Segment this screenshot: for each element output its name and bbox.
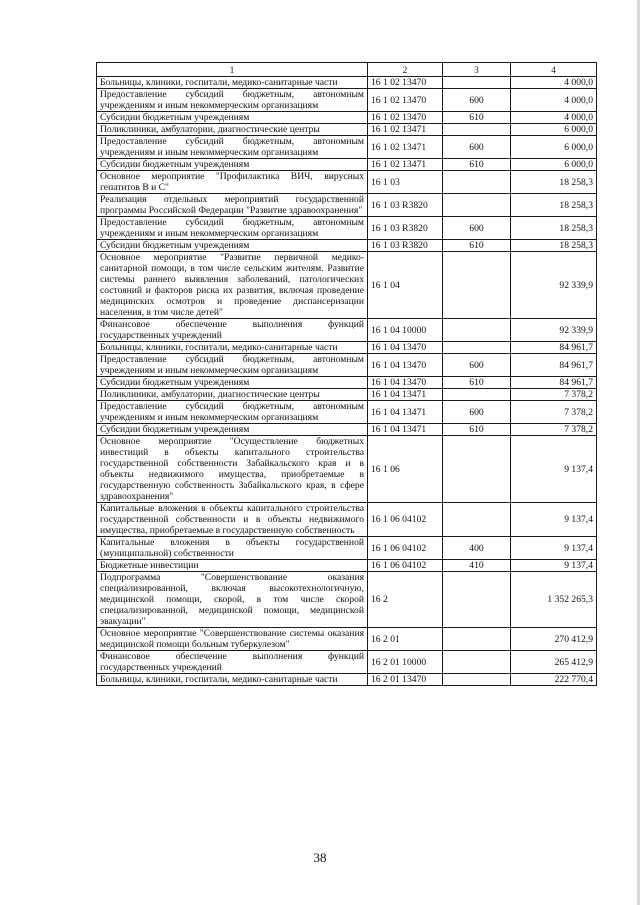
row-expense-type-cell <box>443 572 511 628</box>
row-amount-cell: 92 339,9 <box>511 252 597 319</box>
row-amount-cell: 4 000,0 <box>511 77 597 89</box>
table-row <box>97 537 597 560</box>
table-row <box>97 89 597 112</box>
row-name-cell: Основное мероприятие "Совершенствование системы оказания медицинской помощи больным туберкулезом" <box>97 628 368 651</box>
row-name-cell: Субсидии бюджетным учреждениям <box>97 377 368 389</box>
row-expense-type-cell: 610 <box>443 424 511 436</box>
row-amount-cell: 7 378,2 <box>511 401 597 424</box>
row-amount-cell: 7 378,2 <box>511 424 597 436</box>
budget-table-body <box>97 63 597 686</box>
row-amount-cell: 18 258,3 <box>511 194 597 217</box>
table-row <box>97 572 597 628</box>
row-name-cell: Поликлиники, амбулатории, диагностические центры <box>97 389 368 401</box>
row-expense-type-cell <box>443 194 511 217</box>
row-code-cell: 16 1 04 <box>368 252 443 319</box>
table-row <box>97 389 597 401</box>
row-expense-type-cell: 610 <box>443 112 511 124</box>
table-row <box>97 124 597 136</box>
row-name-cell: Бюджетные инвестиции <box>97 560 368 572</box>
row-name-cell: Основное мероприятие "Развитие первичной медико-санитарной помощи, в том числе сельским жителям. Развитие системы раннего выявления заболеваний, патологических состояний и факторов риска их развития, включая проведение медицинских осмотров и проведение диспансеризации населения, в том числе детей" <box>97 252 368 319</box>
row-code-cell: 16 1 04 13471 <box>368 401 443 424</box>
row-amount-cell: 18 258,3 <box>511 171 597 194</box>
row-code-cell: 16 1 04 10000 <box>368 319 443 342</box>
row-expense-type-cell: 610 <box>443 159 511 171</box>
row-amount-cell: 6 000,0 <box>511 124 597 136</box>
row-amount-cell: 9 137,4 <box>511 503 597 537</box>
row-amount-cell: 84 961,7 <box>511 342 597 354</box>
row-code-cell: 16 1 02 13470 <box>368 89 443 112</box>
row-amount-cell: 4 000,0 <box>511 112 597 124</box>
table-row <box>97 436 597 503</box>
table-row <box>97 354 597 377</box>
row-code-cell: 16 1 04 13470 <box>368 342 443 354</box>
row-expense-type-cell <box>443 436 511 503</box>
row-code-cell: 16 1 02 13470 <box>368 77 443 89</box>
row-name-cell: Субсидии бюджетным учреждениям <box>97 240 368 252</box>
row-name-cell: Финансовое обеспечение выполнения функций государственных учреждений <box>97 651 368 674</box>
row-expense-type-cell <box>443 503 511 537</box>
row-amount-cell: 222 770,4 <box>511 674 597 686</box>
row-code-cell: 16 1 04 13471 <box>368 389 443 401</box>
table-row <box>97 651 597 674</box>
row-name-cell: Больницы, клиники, госпитали, медико-санитарные части <box>97 77 368 89</box>
table-row <box>97 424 597 436</box>
row-expense-type-cell <box>443 124 511 136</box>
row-name-cell: Субсидии бюджетным учреждениям <box>97 159 368 171</box>
row-expense-type-cell <box>443 252 511 319</box>
row-amount-cell: 9 137,4 <box>511 436 597 503</box>
row-code-cell: 16 1 04 13471 <box>368 424 443 436</box>
row-code-cell: 16 1 04 13470 <box>368 354 443 377</box>
row-name-cell: Предоставление субсидий бюджетным, автономным учреждениям и иным некоммерческим организациям <box>97 136 368 159</box>
row-code-cell: 16 1 02 13471 <box>368 159 443 171</box>
table-row <box>97 401 597 424</box>
row-code-cell: 16 1 04 13470 <box>368 377 443 389</box>
row-expense-type-cell <box>443 651 511 674</box>
row-code-cell: 16 1 02 13470 <box>368 112 443 124</box>
table-row <box>97 503 597 537</box>
column-header-2: 2 <box>368 63 443 77</box>
row-expense-type-cell <box>443 389 511 401</box>
row-name-cell: Подпрограмма "Совершенствование оказания специализированной, включая высокотехнологичную, медицинской помощи, скорой, в том числе скорой специализированной, медицинской помощи, медицинской эвакуации" <box>97 572 368 628</box>
row-name-cell: Предоставление субсидий бюджетным, автономным учреждениям и иным некоммерческим организациям <box>97 401 368 424</box>
row-code-cell: 16 1 06 04102 <box>368 503 443 537</box>
row-name-cell: Капитальные вложения в объекты капитального строительства государственной собственности и в объекты недвижимого имущества, приобретаемые в государственную собственность <box>97 503 368 537</box>
row-code-cell: 16 2 <box>368 572 443 628</box>
table-row <box>97 217 597 240</box>
row-amount-cell: 6 000,0 <box>511 159 597 171</box>
table-row <box>97 171 597 194</box>
budget-table <box>96 62 597 686</box>
table-row <box>97 377 597 389</box>
row-amount-cell: 84 961,7 <box>511 377 597 389</box>
row-name-cell: Больницы, клиники, госпитали, медико-санитарные части <box>97 342 368 354</box>
row-expense-type-cell <box>443 171 511 194</box>
row-name-cell: Субсидии бюджетным учреждениям <box>97 424 368 436</box>
table-row <box>97 136 597 159</box>
row-name-cell: Поликлиники, амбулатории, диагностические центры <box>97 124 368 136</box>
table-row <box>97 240 597 252</box>
row-name-cell: Предоставление субсидий бюджетным, автономным учреждениям и иным некоммерческим организациям <box>97 354 368 377</box>
row-amount-cell: 92 339,9 <box>511 319 597 342</box>
row-amount-cell: 270 412,9 <box>511 628 597 651</box>
row-amount-cell: 9 137,4 <box>511 537 597 560</box>
row-code-cell: 16 1 02 13471 <box>368 124 443 136</box>
table-row <box>97 674 597 686</box>
row-amount-cell: 9 137,4 <box>511 560 597 572</box>
row-expense-type-cell: 600 <box>443 217 511 240</box>
row-expense-type-cell <box>443 319 511 342</box>
row-expense-type-cell: 600 <box>443 89 511 112</box>
row-name-cell: Капитальные вложения в объекты государственной (муниципальной) собственности <box>97 537 368 560</box>
row-code-cell: 16 1 02 13471 <box>368 136 443 159</box>
row-code-cell: 16 1 06 <box>368 436 443 503</box>
row-name-cell: Больницы, клиники, госпитали, медико-санитарные части <box>97 674 368 686</box>
row-name-cell: Реализация отдельных мероприятий государственной программы Российской Федерации "Развитие здравоохранения" <box>97 194 368 217</box>
page-number: 38 <box>313 850 327 865</box>
row-amount-cell: 1 352 265,3 <box>511 572 597 628</box>
column-header-1: 1 <box>97 63 368 77</box>
table-row <box>97 628 597 651</box>
row-code-cell: 16 1 03 <box>368 171 443 194</box>
row-code-cell: 16 1 03 R3820 <box>368 217 443 240</box>
row-amount-cell: 18 258,3 <box>511 240 597 252</box>
row-expense-type-cell: 610 <box>443 240 511 252</box>
row-name-cell: Предоставление субсидий бюджетным, автономным учреждениям и иным некоммерческим организациям <box>97 217 368 240</box>
row-code-cell: 16 1 03 R3820 <box>368 194 443 217</box>
row-amount-cell: 4 000,0 <box>511 89 597 112</box>
row-code-cell: 16 1 06 04102 <box>368 537 443 560</box>
row-code-cell: 16 2 01 <box>368 628 443 651</box>
row-expense-type-cell: 400 <box>443 537 511 560</box>
row-amount-cell: 6 000,0 <box>511 136 597 159</box>
row-name-cell: Субсидии бюджетным учреждениям <box>97 112 368 124</box>
row-code-cell: 16 1 06 04102 <box>368 560 443 572</box>
table-row <box>97 194 597 217</box>
table-row <box>97 159 597 171</box>
row-code-cell: 16 2 01 10000 <box>368 651 443 674</box>
row-name-cell: Основное мероприятие "Осуществление бюджетных инвестиций в объекты капитального строительства государственной собственности Забайкальского края и в объекты недвижимого имущества, приобретаемые в государственную собственность Забайкальского края, в сфере здравоохранения" <box>97 436 368 503</box>
row-expense-type-cell <box>443 77 511 89</box>
row-expense-type-cell <box>443 342 511 354</box>
row-amount-cell: 265 412,9 <box>511 651 597 674</box>
table-row <box>97 342 597 354</box>
row-name-cell: Основное мероприятие "Профилактика ВИЧ, вирусных гепатитов В и С" <box>97 171 368 194</box>
table-header-row <box>97 63 597 77</box>
column-header-4: 4 <box>511 63 597 77</box>
row-expense-type-cell: 410 <box>443 560 511 572</box>
row-expense-type-cell: 600 <box>443 136 511 159</box>
column-header-3: 3 <box>443 63 511 77</box>
row-expense-type-cell <box>443 674 511 686</box>
row-name-cell: Финансовое обеспечение выполнения функций государственных учреждений <box>97 319 368 342</box>
table-row <box>97 112 597 124</box>
row-expense-type-cell <box>443 628 511 651</box>
row-expense-type-cell: 610 <box>443 377 511 389</box>
row-amount-cell: 18 258,3 <box>511 217 597 240</box>
row-amount-cell: 84 961,7 <box>511 354 597 377</box>
row-name-cell: Предоставление субсидий бюджетным, автономным учреждениям и иным некоммерческим организациям <box>97 89 368 112</box>
table-row <box>97 319 597 342</box>
row-expense-type-cell: 600 <box>443 354 511 377</box>
row-expense-type-cell: 600 <box>443 401 511 424</box>
row-code-cell: 16 1 03 R3820 <box>368 240 443 252</box>
table-row <box>97 560 597 572</box>
table-row <box>97 252 597 319</box>
row-amount-cell: 7 378,2 <box>511 389 597 401</box>
row-code-cell: 16 2 01 13470 <box>368 674 443 686</box>
table-row <box>97 77 597 89</box>
